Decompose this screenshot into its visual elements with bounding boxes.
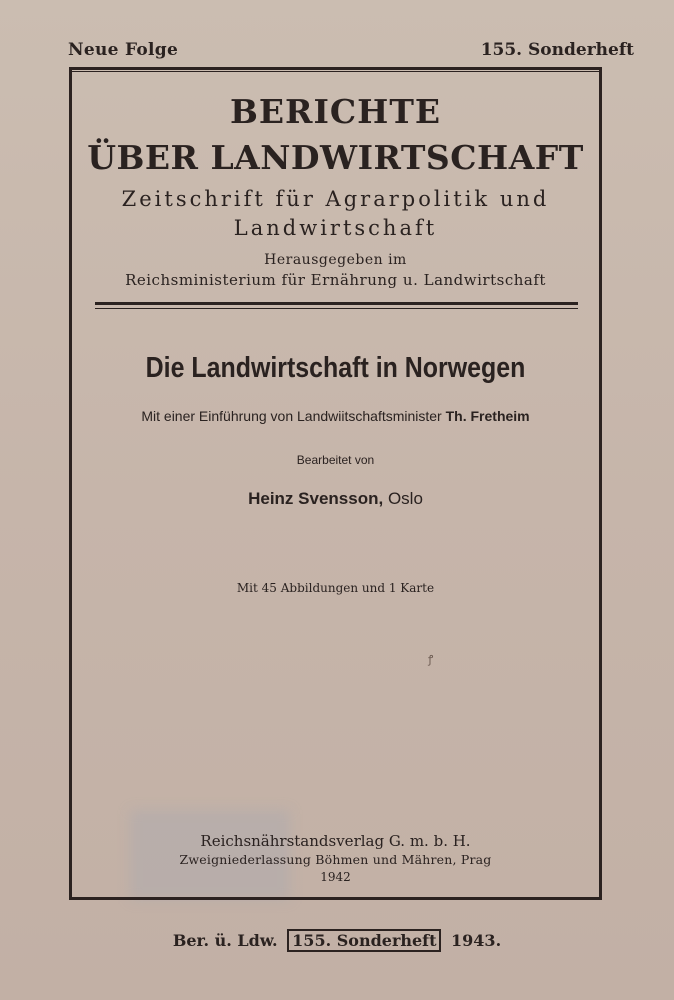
publisher-label: Herausgegeben im: [264, 252, 407, 268]
introduction-line: [72, 408, 599, 424]
citation-line: [0, 929, 674, 952]
publisher-name: Reichsnährstandsverlag G. m. b. H.: [200, 832, 471, 850]
work-title: Die Landwirtschaft in Norwegen: [145, 352, 526, 384]
journal-subtitle-line2: Landwirtschaft: [233, 216, 438, 240]
divider-thick: [95, 302, 578, 305]
publisher-ministry: Reichsministerium für Ernährung u. Landwirtschaft: [125, 271, 546, 289]
frame-inner-rule: [69, 71, 602, 72]
journal-title-line2: ÜBER LANDWIRTSCHAFT: [87, 138, 584, 177]
ink-mark: ꝭ: [428, 653, 434, 666]
edited-by-label: Bearbeitet von: [296, 453, 375, 467]
citation-issue-box: 155. Sonderheft: [287, 929, 441, 952]
series-label: Neue Folge: [68, 40, 179, 60]
citation-prefix: Ber. ü. Ldw.: [172, 931, 278, 950]
divider-thin: [95, 308, 578, 309]
author-line: [72, 489, 599, 509]
introduction-text: Mit einer Einführung von Landwiitschaftsminister: [141, 408, 442, 424]
publication-year: 1942: [320, 870, 351, 884]
issue-label: 155. Sonderheft: [480, 40, 634, 60]
author-name: Heinz Svensson,: [248, 489, 384, 508]
introduction-author: Th. Fretheim: [445, 408, 530, 424]
publisher-branch: Zweigniederlassung Böhmen und Mähren, Prag: [179, 852, 492, 867]
author-place: Oslo: [387, 489, 423, 508]
illustrations-note: Mit 45 Abbildungen und 1 Karte: [236, 581, 435, 595]
journal-title-line1: BERICHTE: [229, 92, 442, 131]
citation-year: 1943.: [451, 931, 502, 950]
journal-subtitle-line1: Zeitschrift für Agrarpolitik und: [121, 187, 550, 211]
